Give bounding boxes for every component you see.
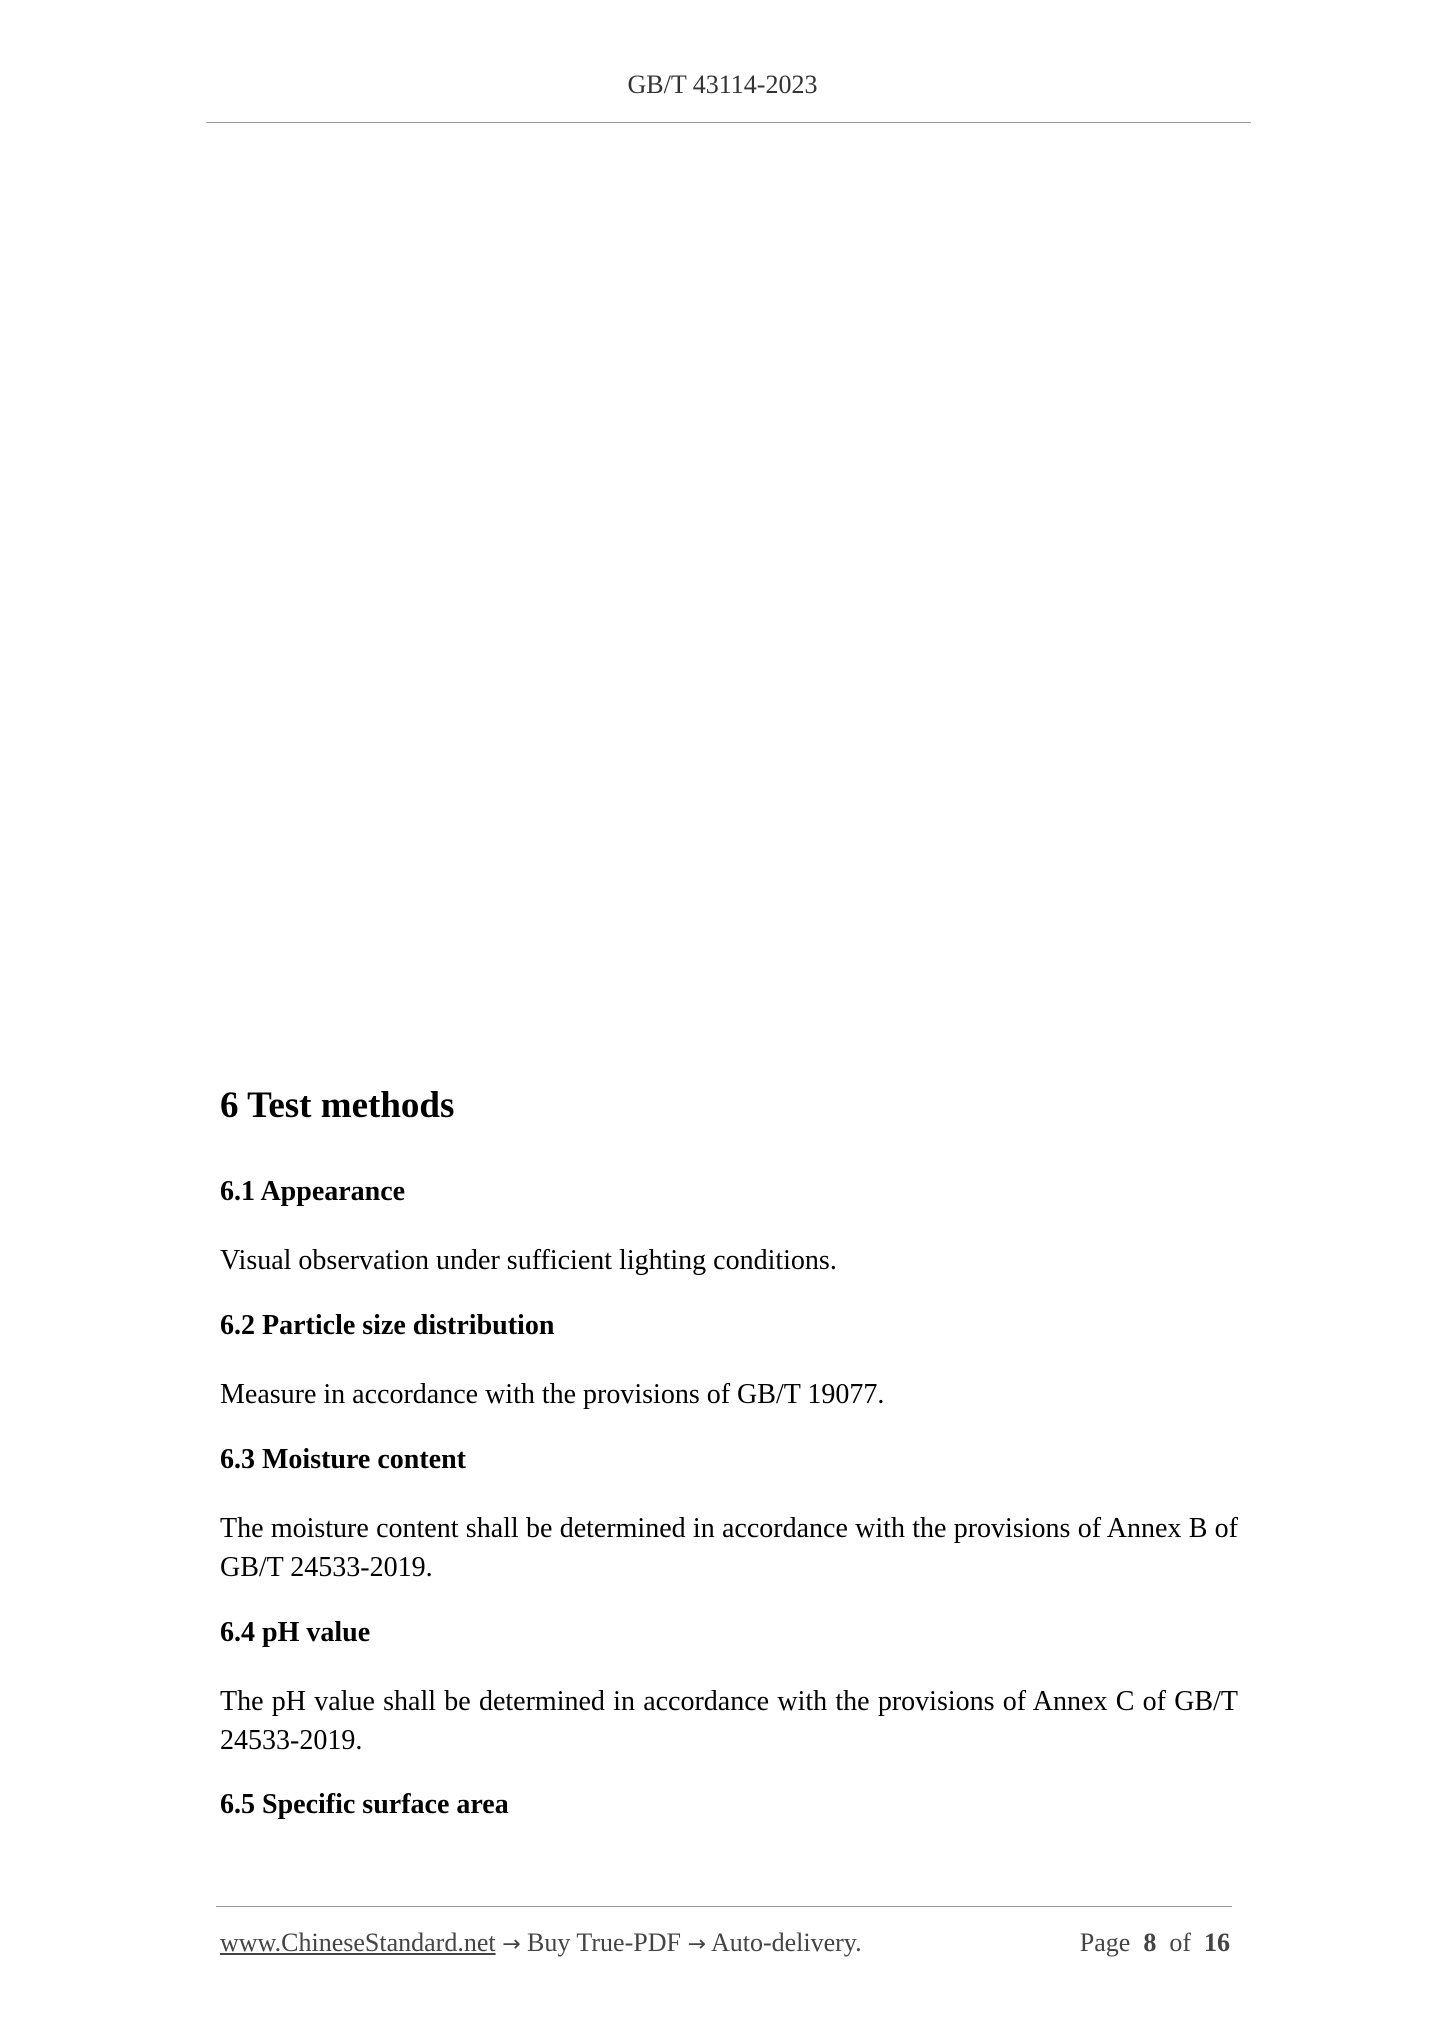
section-title: 6 Test methods bbox=[220, 1085, 455, 1126]
total-pages: 16 bbox=[1204, 1928, 1230, 1957]
buy-pdf-text: Buy True-PDF bbox=[527, 1928, 681, 1957]
arrow-right-icon: → bbox=[687, 1932, 706, 1957]
subsection-text-particle-size: Measure in accordance with the provisions of GB/T 19077. bbox=[220, 1379, 885, 1410]
subsection-text-moisture: The moisture content shall be determined in accordance with the provisions of Annex B of GB/T 24533-2019. bbox=[220, 1513, 1238, 1583]
subsection-heading-surface-area: 6.5 Specific surface area bbox=[220, 1789, 509, 1820]
subsection-heading-ph: 6.4 pH value bbox=[220, 1617, 371, 1648]
header-divider bbox=[206, 122, 1251, 123]
arrow-right-icon: → bbox=[502, 1932, 521, 1957]
delivery-text: Auto-delivery. bbox=[710, 1928, 862, 1957]
page-header: GB/T 43114-2023 bbox=[627, 70, 818, 99]
page-label: Page bbox=[1079, 1928, 1131, 1957]
footer-divider bbox=[216, 1906, 1232, 1907]
website-link[interactable]: www.ChineseStandard.net bbox=[220, 1928, 496, 1957]
page-number bbox=[1080, 1928, 1230, 1958]
subsection-heading-appearance: 6.1 Appearance bbox=[220, 1176, 406, 1207]
page-of-label: of bbox=[1169, 1928, 1191, 1957]
footer-promo bbox=[220, 1928, 862, 1958]
subsection-text-ph: The pH value shall be determined in accordance with the provisions of Annex C of GB/T 24533-2019. bbox=[220, 1686, 1238, 1756]
subsection-heading-moisture: 6.3 Moisture content bbox=[220, 1444, 466, 1475]
subsection-heading-particle-size: 6.2 Particle size distribution bbox=[220, 1310, 555, 1341]
subsection-text-appearance: Visual observation under sufficient lighting conditions. bbox=[220, 1245, 837, 1276]
current-page: 8 bbox=[1143, 1928, 1157, 1957]
